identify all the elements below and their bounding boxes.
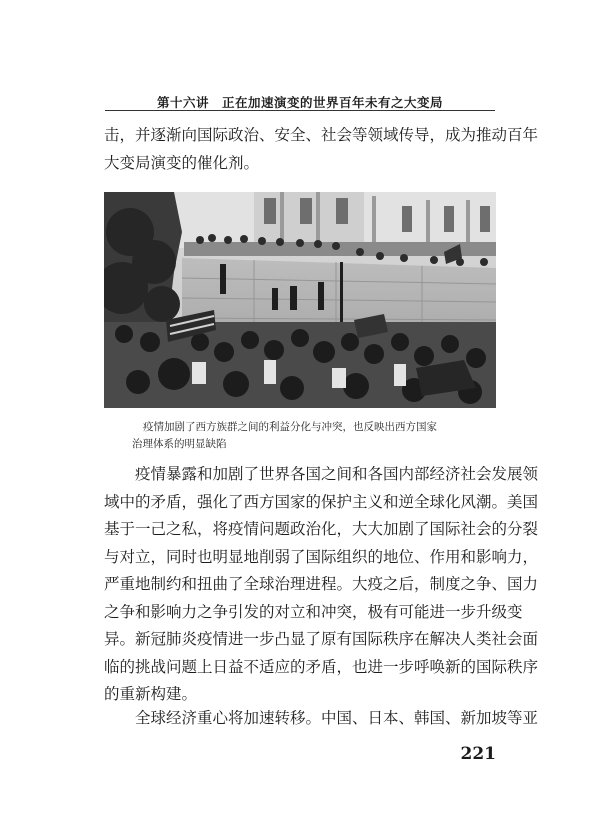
text-line: 疫情暴露和加剧了世界各国之间和各国内部经济社会发展领 [135, 465, 539, 483]
text-line: 基于一己之私，将疫情问题政治化，大大加剧了国际社会的分裂 [104, 520, 539, 538]
caption-line: 疫情加剧了西方族群之间的利益分化与冲突，也反映出西方国家 [143, 421, 437, 433]
text-line: 大变局演变的催化剂。 [104, 153, 260, 172]
text-line: 与对立，同时也明显地削弱了国际组织的地位、作用和影响力， [104, 547, 539, 566]
caption-line: 治理体系的明显缺陷 [132, 438, 227, 450]
text-line: 之争和影响力之争引发的对立和冲突，极有可能进一步升级变 [104, 602, 523, 621]
capitol-crowd-photo [104, 192, 496, 408]
text-line: 异。新冠肺炎疫情进一步凸显了原有国际秩序在解决人类社会面 [104, 630, 539, 648]
body-paragraph [104, 461, 539, 709]
text-line: 临的挑战问题上日益不适应的矛盾，也进一步呼唤新的国际秩序 [104, 657, 539, 676]
header-rule [105, 110, 495, 111]
body-paragraph [104, 705, 539, 733]
text-line: 全球经济重心将加速转移。中国、日本、韩国、新加坡等亚 [135, 709, 539, 727]
running-header: 第十六讲 正在加速演变的世界百年未有之大变局 [156, 95, 443, 110]
page-number: 221 [460, 744, 496, 764]
text-line: 严重地制约和扭曲了全球治理进程。大疫之后，制度之争、国力 [104, 575, 539, 593]
text-line: 的重新构建。 [104, 685, 198, 703]
figure-caption [132, 419, 473, 453]
intro-paragraph [104, 122, 539, 177]
text-line: 域中的矛盾，强化了西方国家的保护主义和逆全球化风潮。美国 [104, 492, 539, 511]
text-line: 击，并逐渐向国际政治、安全、社会等领域传导，成为推动百年 [104, 126, 539, 144]
